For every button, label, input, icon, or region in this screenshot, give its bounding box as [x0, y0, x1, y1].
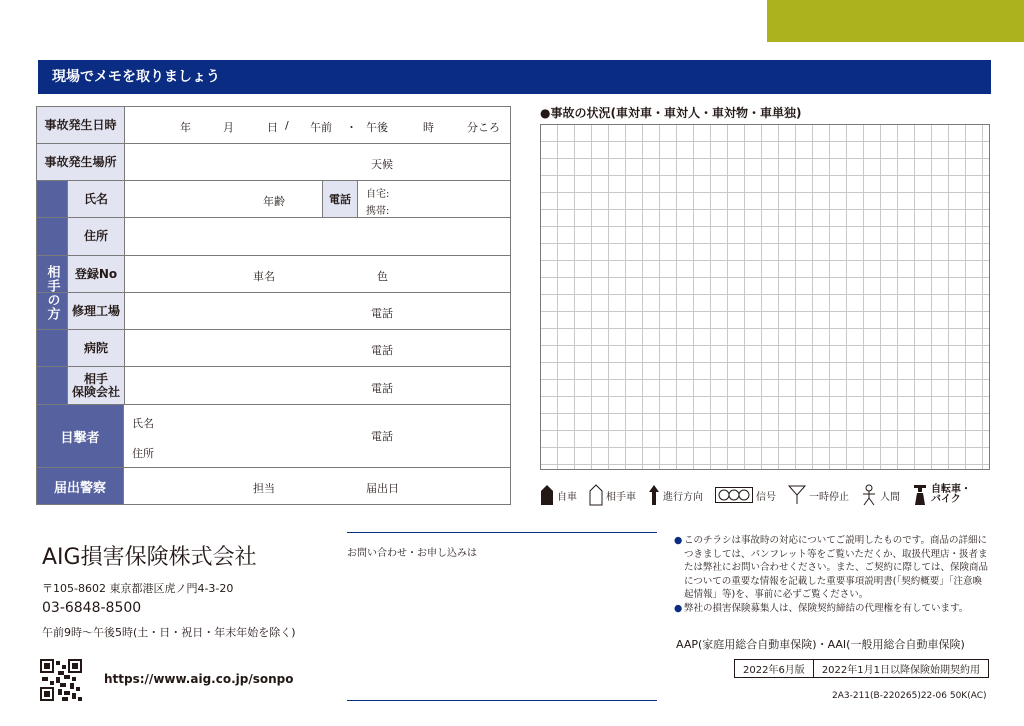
- legend-bicycle: 自転車・ バイク: [912, 484, 971, 506]
- form-row-registration: [37, 256, 510, 293]
- inquiry-divider-top: [347, 532, 657, 533]
- company-address: 〒105-8602 東京都港区虎ノ門4-3-20: [42, 582, 234, 595]
- date-year: 年: [180, 121, 191, 134]
- inquiry-divider-bottom: [347, 700, 657, 701]
- direction-arrow-icon: [648, 484, 660, 506]
- date-month: 月: [223, 121, 234, 134]
- report-date-label: 届出日: [366, 482, 399, 495]
- accent-bar: [767, 0, 1024, 42]
- company-url[interactable]: https://www.aig.co.jp/sonpo: [104, 672, 294, 686]
- witness-address-label: 住所: [132, 447, 154, 460]
- other-car-icon: [589, 484, 603, 506]
- other-party-section-label: 相手の方: [37, 181, 68, 404]
- form-row-date: [37, 107, 510, 144]
- repair-phone-label: 電話: [371, 307, 393, 320]
- time-hour: 時: [423, 121, 434, 134]
- legend-other-car: 相手車: [589, 484, 636, 506]
- label-hospital: 病院: [68, 330, 125, 366]
- page-banner: 現場でメモを取りましょう: [38, 60, 991, 94]
- business-hours: 午前9時〜午後5時(土・日・祝日・年末年始を除く): [42, 626, 296, 639]
- edition-date: 2022年6月版: [743, 665, 805, 676]
- legend-person: 人間: [861, 484, 900, 506]
- label-repair-shop: 修理工場: [68, 293, 125, 329]
- traffic-signal-icon: [715, 487, 753, 503]
- qr-code-icon[interactable]: [40, 659, 82, 701]
- note-item: ● このチラシは事故時の対応についてご説明したものです。商品の詳細につきましては、パンフレット等をご覧いただくか、取扱代理店・扱者または弊社にお問い合わせください。また、ご契約に際しては、保険商品についての重要な情報を記載した重要事項説明書(「契約概要」「注意喚起情報」等)を、事前に必ずご覧ください。: [674, 535, 989, 600]
- sketch-grid[interactable]: [540, 124, 990, 470]
- phone-label-box: 電話: [322, 181, 358, 217]
- form-row-insurer: [37, 367, 510, 405]
- form-row-party-address: [37, 218, 510, 256]
- form-row-repair-shop: [37, 293, 510, 330]
- form-row-party-name: [37, 181, 510, 218]
- insurer-phone-label: 電話: [371, 382, 393, 395]
- time-pm: 午後: [366, 121, 388, 134]
- sketch-legend: [540, 482, 995, 508]
- own-car-icon: [540, 484, 554, 506]
- legend-signal: 信号: [715, 487, 776, 503]
- witness-phone-label: 電話: [371, 430, 393, 443]
- company-name: AIG損害保険株式会社: [42, 545, 257, 570]
- stop-sign-icon: [788, 485, 806, 505]
- note-item: ● 弊社の損害保険募集人は、保険契約締結の代理権を有しています。: [674, 602, 969, 614]
- legend-direction: 進行方向: [648, 484, 703, 506]
- age-label: 年齢: [263, 195, 285, 208]
- weather-label: 天候: [371, 158, 393, 171]
- car-name-label: 車名: [253, 270, 275, 283]
- mobile-phone-label: 携帯:: [366, 206, 390, 217]
- label-insurer: 相手 保険会社: [68, 367, 125, 404]
- form-row-witness: [37, 405, 510, 468]
- date-day: 日: [267, 121, 278, 134]
- validity-text: 2022年1月1日以降保険始期契約用: [813, 660, 988, 677]
- hospital-phone-label: 電話: [371, 344, 393, 357]
- bicycle-icon: [912, 484, 928, 506]
- legend-stop: 一時停止: [788, 485, 849, 505]
- accident-memo-form: [36, 106, 511, 505]
- label-accident-date: 事故発生日時: [37, 107, 125, 143]
- edition-box: [734, 659, 989, 678]
- inquiry-label: お問い合わせ・お申し込みは: [347, 548, 477, 559]
- label-police: 届出警察: [37, 468, 124, 504]
- label-party-name: 氏名: [68, 181, 125, 217]
- officer-label: 担当: [253, 482, 275, 495]
- company-phone[interactable]: 03-6848-8500: [42, 600, 142, 616]
- witness-name-label: 氏名: [132, 417, 154, 430]
- notes-block: [674, 534, 990, 615]
- product-names: AAP(家庭用総合自動車保険)・AAI(一般用総合自動車保険): [676, 638, 965, 651]
- home-phone-label: 自宅:: [366, 189, 390, 200]
- car-color-label: 色: [377, 270, 388, 283]
- time-am: 午前: [310, 121, 332, 134]
- form-row-place: [37, 144, 510, 181]
- label-registration: 登録No: [68, 256, 125, 292]
- label-witness: 目撃者: [37, 405, 124, 467]
- date-slash: /: [285, 119, 289, 132]
- label-party-address: 住所: [68, 218, 125, 255]
- situation-title: ●事故の状況(車対車・車対人・車対物・車単独): [540, 106, 802, 120]
- form-row-hospital: [37, 330, 510, 367]
- form-row-police: [37, 468, 510, 504]
- time-minute: 分ころ: [467, 121, 500, 134]
- time-separator: ・: [346, 121, 357, 134]
- label-accident-place: 事故発生場所: [37, 144, 125, 180]
- document-code: 2A3-211(B-220265)22-06 50K(AC): [832, 691, 987, 701]
- person-icon: [861, 484, 877, 506]
- legend-own-car: 自車: [540, 484, 577, 506]
